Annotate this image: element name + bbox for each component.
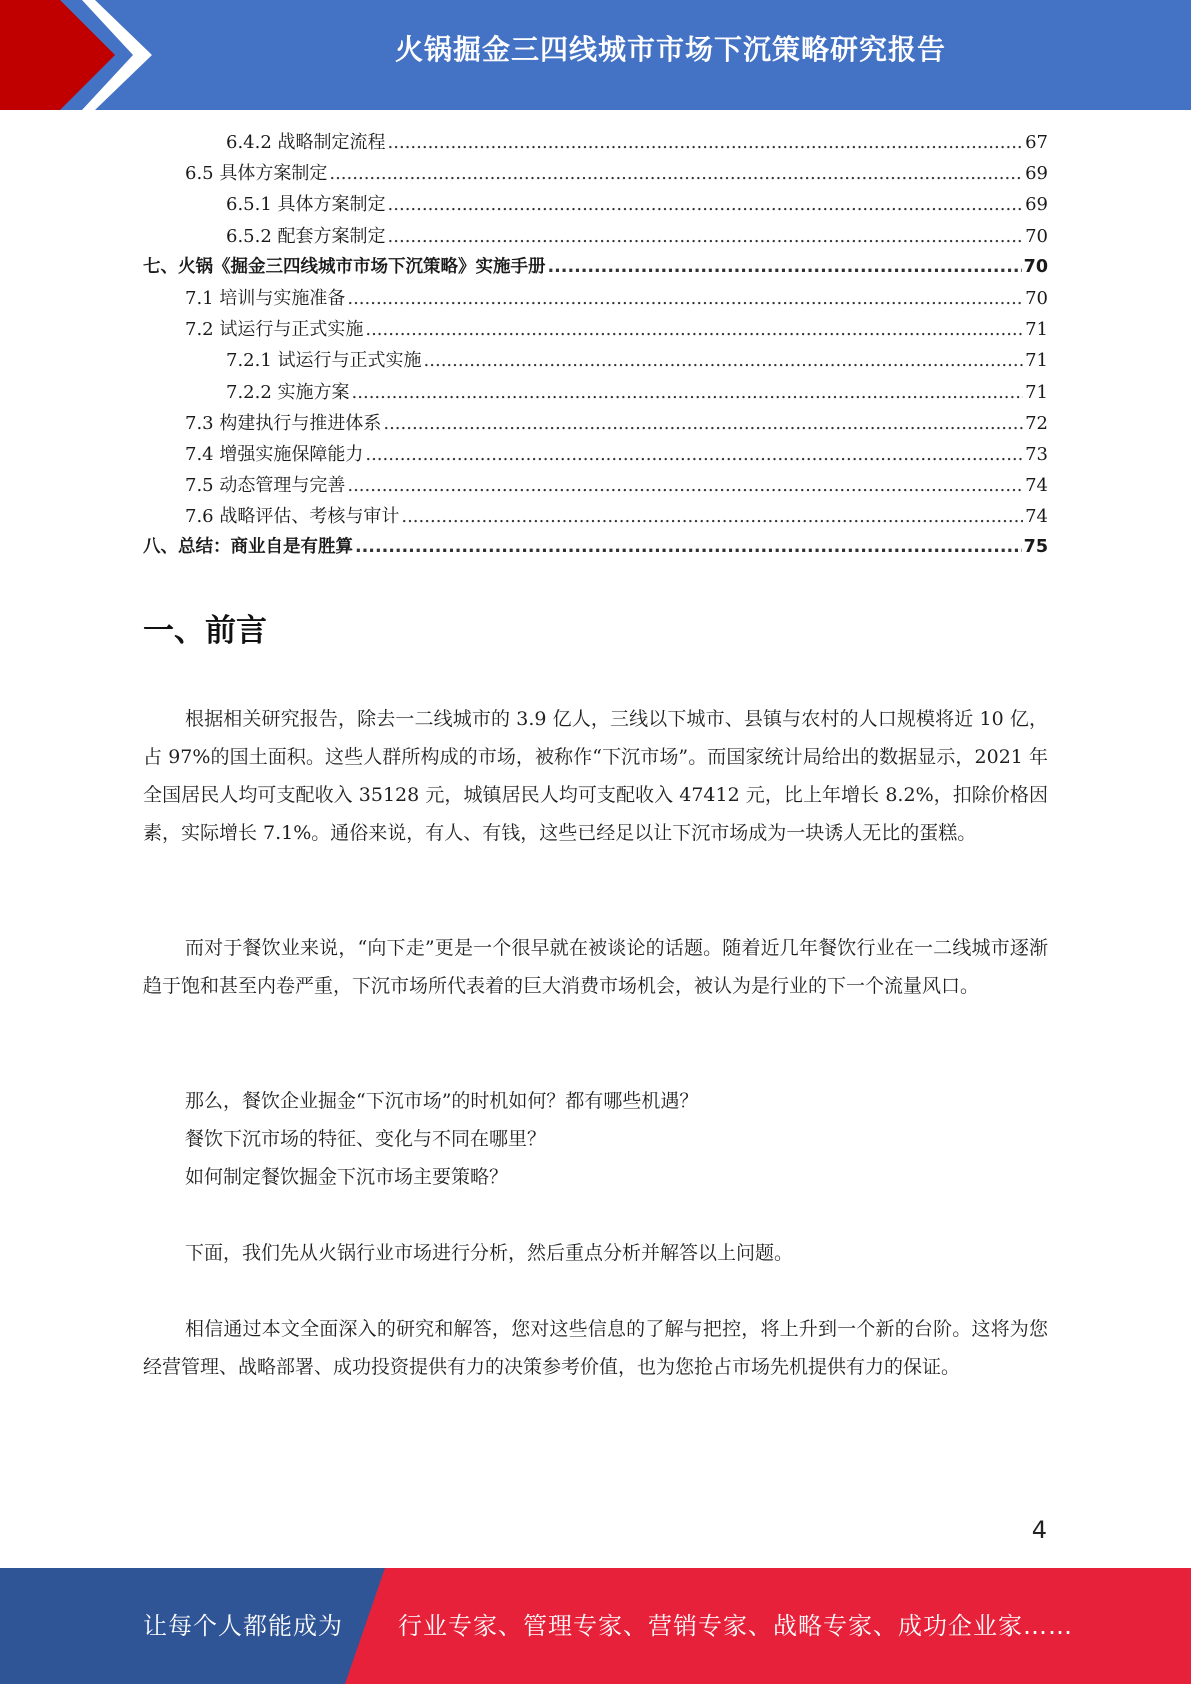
toc-leader-dots bbox=[548, 252, 1022, 283]
toc-entry-title: 7.1 培训与实施准备 bbox=[185, 287, 346, 309]
table-of-contents bbox=[143, 127, 1048, 564]
toc-entry[interactable] bbox=[143, 501, 1048, 532]
toc-entry-page: 73 bbox=[1025, 443, 1048, 465]
toc-entry[interactable] bbox=[143, 439, 1048, 470]
toc-entry-page: 70 bbox=[1023, 256, 1048, 277]
toc-leader-dots bbox=[352, 377, 1024, 408]
toc-entry-title: 7.2 试运行与正式实施 bbox=[185, 319, 364, 341]
toc-entry-page: 69 bbox=[1025, 163, 1048, 185]
toc-entry[interactable] bbox=[143, 283, 1048, 314]
toc-entry-page: 71 bbox=[1025, 319, 1048, 341]
toc-leader-dots bbox=[329, 158, 1023, 189]
toc-entry[interactable] bbox=[143, 377, 1048, 408]
page-number: 4 bbox=[1031, 1516, 1047, 1544]
report-title: 火锅掘金三四线城市市场下沉策略研究报告 bbox=[394, 33, 946, 66]
intro-paragraph-2: 而对于餐饮业来说，“向下走”更是一个很早就在被谈论的话题。随着近几年餐饮行业在一二线城市逐渐趋于饱和甚至内卷严重，下沉市场所代表着的巨大消费市场机会，被认为是行业的下一个流量风口。 bbox=[143, 937, 1048, 997]
toc-entry-page: 67 bbox=[1025, 132, 1048, 153]
toc-entry-title: 八、总结：商业自是有胜算 bbox=[143, 537, 353, 558]
page-footer bbox=[0, 1568, 1191, 1684]
toc-entry[interactable] bbox=[143, 158, 1048, 189]
toc-entry-page: 72 bbox=[1025, 412, 1048, 434]
toc-leader-dots bbox=[401, 501, 1023, 532]
toc-leader-dots bbox=[355, 532, 1022, 563]
toc-leader-dots bbox=[388, 221, 1024, 252]
toc-entry[interactable] bbox=[143, 314, 1048, 345]
toc-leader-dots bbox=[383, 408, 1023, 439]
toc-entry-title: 7.5 动态管理与完善 bbox=[185, 475, 346, 497]
toc-leader-dots bbox=[347, 470, 1023, 501]
toc-entry-page: 70 bbox=[1025, 225, 1048, 247]
toc-entry-title: 7.2.1 试运行与正式实施 bbox=[226, 350, 422, 372]
footer-slogan-left: 让每个人都能成为 bbox=[143, 1612, 343, 1640]
toc-entry-title: 7.2.2 实施方案 bbox=[226, 381, 350, 403]
intro-paragraph-3: 下面，我们先从火锅行业市场进行分析，然后重点分析并解答以上问题。 bbox=[185, 1242, 794, 1264]
toc-entry[interactable] bbox=[143, 189, 1048, 220]
toc-entry-title: 7.3 构建执行与推进体系 bbox=[185, 412, 382, 434]
toc-entry-title: 6.5.2 配套方案制定 bbox=[226, 225, 386, 247]
toc-entry[interactable] bbox=[143, 221, 1048, 252]
toc-entry-title: 6.5 具体方案制定 bbox=[185, 163, 328, 185]
toc-entry-title: 7.4 增强实施保障能力 bbox=[185, 443, 364, 465]
question-1: 那么，餐饮企业掘金“下沉市场”的时机如何？都有哪些机遇？ bbox=[185, 1090, 699, 1112]
toc-leader-dots bbox=[388, 127, 1024, 158]
toc-leader-dots bbox=[388, 189, 1024, 220]
intro-paragraph-1: 根据相关研究报告，除去一二线城市的 3.9 亿人，三线以下城市、县镇与农村的人口规模将近 10 亿，占 97%的国土面积。这些人群所构成的市场，被称作“下沉市场”。而国家统计局给出的数据显示，2021 年全国居民人均可支配收入 35128 元，城镇居民人均可支配收入 47412 元，比上年增长 8.2%，扣除价格因素，实际增长 7.1%。通俗来说，有人、有钱，这些已经足以让下沉市场成为一块诱人无比的蛋糕。 bbox=[143, 708, 1048, 844]
toc-leader-dots bbox=[424, 345, 1024, 376]
toc-entry[interactable] bbox=[143, 470, 1048, 501]
toc-entry-title: 7.6 战略评估、考核与审计 bbox=[185, 506, 400, 528]
toc-entry-page: 70 bbox=[1025, 287, 1048, 309]
toc-leader-dots bbox=[347, 283, 1023, 314]
question-3: 如何制定餐饮掘金下沉市场主要策略？ bbox=[185, 1166, 509, 1188]
toc-entry[interactable] bbox=[143, 345, 1048, 376]
toc-entry-title: 6.4.2 战略制定流程 bbox=[226, 132, 386, 153]
toc-entry[interactable] bbox=[143, 252, 1048, 283]
toc-entry-page: 75 bbox=[1023, 537, 1048, 558]
header-arrow-decoration bbox=[0, 0, 160, 110]
toc-entry-page: 74 bbox=[1025, 475, 1048, 497]
toc-entry-title: 七、火锅《掘金三四线城市市场下沉策略》实施手册 bbox=[143, 256, 546, 277]
section-heading: 一、前言 bbox=[143, 613, 267, 649]
toc-entry-page: 74 bbox=[1025, 506, 1048, 528]
intro-paragraph-4: 相信通过本文全面深入的研究和解答，您对这些信息的了解与把控，将上升到一个新的台阶。这将为您经营管理、战略部署、成功投资提供有力的决策参考价值，也为您抢占市场先机提供有力的保证。 bbox=[143, 1318, 1048, 1378]
toc-entry-page: 69 bbox=[1025, 194, 1048, 216]
toc-entry-page: 71 bbox=[1025, 381, 1048, 403]
toc-leader-dots bbox=[365, 314, 1023, 345]
question-2: 餐饮下沉市场的特征、变化与不同在哪里？ bbox=[185, 1128, 547, 1150]
toc-leader-dots bbox=[365, 439, 1023, 470]
footer-slogan-right: 行业专家、管理专家、营销专家、战略专家、成功企业家…… bbox=[398, 1612, 1073, 1640]
toc-entry[interactable] bbox=[143, 532, 1048, 563]
toc-entry-page: 71 bbox=[1025, 350, 1048, 372]
toc-entry[interactable] bbox=[143, 127, 1048, 158]
toc-entry[interactable] bbox=[143, 408, 1048, 439]
toc-entry-title: 6.5.1 具体方案制定 bbox=[226, 194, 386, 216]
page-header bbox=[0, 0, 1191, 110]
